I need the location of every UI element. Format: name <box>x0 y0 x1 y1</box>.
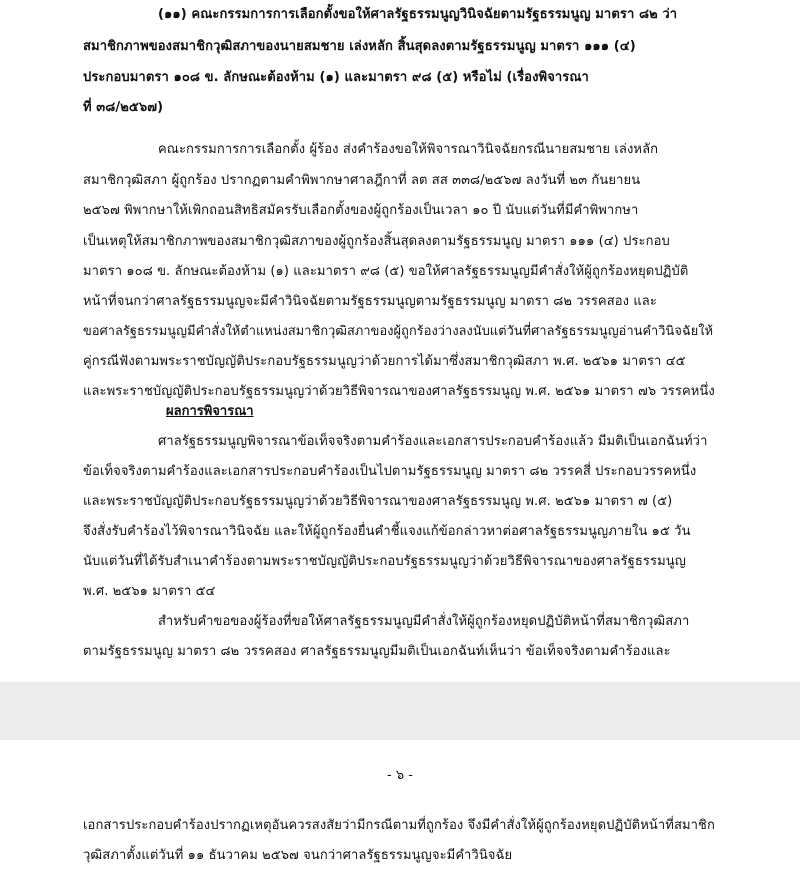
request-line-1: สำหรับคำขอของผู้ร้องที่ขอให้ศาลรัฐธรรมนูญมีคำสั่งให้ผู้ถูกร้องหยุดปฏิบัติหน้าที่สมาชิกวุฒิสภา <box>158 614 690 629</box>
petition-line-9: และพระราชบัญญัติประกอบรัฐธรรมนูญว่าด้วยวิธีพิจารณาของศาลรัฐธรรมนูญ พ.ศ. ๒๕๖๑ มาตรา ๗๖ วรรคหนึ่ง <box>83 384 715 399</box>
petition-line-6: หน้าที่จนกว่าศาลรัฐธรรมนูญจะมีคำวินิจฉัยตามรัฐธรรมนูญตามรัฐธรรมนูญ มาตรา ๘๒ วรรคสอง และ <box>83 294 657 309</box>
petition-line-7: ขอศาลรัฐธรรมนูญมีคำสั่งให้ตำแหน่งสมาชิกวุฒิสภาของผู้ถูกร้องว่างลงนับแต่วันที่ศาลรัฐธรรมนูญอ่านคำวินิจฉัยให้ <box>83 324 714 339</box>
petition-line-2: สมาชิกวุฒิสภา ผู้ถูกร้อง ปรากฏตามคำพิพากษาศาลฎีกาที่ ลต สส ๓๓๘/๒๕๖๗ ลงวันที่ ๒๓ กันยายน <box>83 173 641 188</box>
petition-line-8: คู่กรณีฟังตามพระราชบัญญัติประกอบรัฐธรรมนูญว่าด้วยการได้มาซึ่งสมาชิกวุฒิสภา พ.ศ. ๒๕๖๑ มาตรา ๔๕ <box>83 354 686 369</box>
consideration-line-1: ศาลรัฐธรรมนูญพิจารณาข้อเท็จจริงตามคำร้องและเอกสารประกอบคำร้องแล้ว มีมติเป็นเอกฉันท์ว่า <box>158 434 708 449</box>
consideration-line-5: นับแต่วันที่ได้รับสำเนาคำร้องตามพระราชบัญญัติประกอบรัฐธรรมนูญว่าด้วยวิธีพิจารณาของศาลรัฐธรรมนูญ <box>83 554 686 569</box>
consideration-line-3: และพระราชบัญญัติประกอบรัฐธรรมนูญว่าด้วยวิธีพิจารณาของศาลรัฐธรรมนูญ พ.ศ. ๒๕๖๑ มาตรา ๗ (๕) <box>83 494 673 509</box>
result-heading: ผลการพิจารณา <box>166 404 254 419</box>
document-page-6 <box>0 740 800 870</box>
consideration-line-6: พ.ศ. ๒๕๖๑ มาตรา ๕๔ <box>83 584 216 599</box>
consideration-line-2: ข้อเท็จจริงตามคำร้องและเอกสารประกอบคำร้องเป็นไปตามรัฐธรรมนูญ มาตรา ๘๒ วรรคสี่ ประกอบวรรคหนึ่ง <box>83 464 697 479</box>
petition-line-5: มาตรา ๑๐๘ ข. ลักษณะต้องห้าม (๑) และมาตรา ๙๘ (๕) ขอให้ศาลรัฐธรรมนูญมีคำสั่งให้ผู้ถูกร้องหยุดปฏิบัติ <box>83 264 689 279</box>
order-line-2: วุฒิสภาตั้งแต่วันที่ ๑๑ ธันวาคม ๒๕๖๗ จนกว่าศาลรัฐธรรมนูญจะมีคำวินิจฉัย <box>83 848 513 863</box>
case-title-line-3: ประกอบมาตรา ๑๐๘ ข. ลักษณะต้องห้าม (๑) และมาตรา ๙๘ (๕) หรือไม่ (เรื่องพิจารณา <box>83 70 589 85</box>
petition-line-3: ๒๕๖๗ พิพากษาให้เพิกถอนสิทธิสมัครรับเลือกตั้งของผู้ถูกร้องเป็นเวลา ๑๐ ปี นับแต่วันที่มีคำพิพากษา <box>83 203 639 218</box>
request-line-2: ตามรัฐธรรมนูญ มาตรา ๘๒ วรรคสอง ศาลรัฐธรรมนูญมีมติเป็นเอกฉันท์เห็นว่า ข้อเท็จจริงตามคำร้องและ <box>83 644 671 659</box>
case-title-line-4: ที่ ๓๘/๒๕๖๗) <box>83 100 164 115</box>
case-title-line-1: (๑๑) คณะกรรมการการเลือกตั้งขอให้ศาลรัฐธรรมนูญวินิจฉัยตามรัฐธรรมนูญ มาตรา ๘๒ ว่า <box>158 7 678 22</box>
page-number: - ๖ - <box>387 768 413 783</box>
order-line-1: เอกสารประกอบคำร้องปรากฏเหตุอันควรสงสัยว่ามีกรณีตามที่ถูกร้อง จึงมีคำสั่งให้ผู้ถูกร้องหยุดปฏิบัติหน้าที่สมาชิก <box>83 818 715 833</box>
consideration-line-4: จึงสั่งรับคำร้องไว้พิจารณาวินิจฉัย และให้ผู้ถูกร้องยื่นคำชี้แจงแก้ข้อกล่าวหาต่อศาลรัฐธรรมนูญภายใน ๑๕ วัน <box>83 524 691 539</box>
petition-line-1: คณะกรรมการการเลือกตั้ง ผู้ร้อง ส่งคำร้องขอให้พิจารณาวินิจฉัยกรณีนายสมชาย เล่งหลัก <box>158 142 659 157</box>
case-title-line-2: สมาชิกภาพของสมาชิกวุฒิสภาของนายสมชาย เล่งหลัก สิ้นสุดลงตามรัฐธรรมนูญ มาตรา ๑๑๑ (๔) <box>83 39 636 54</box>
page-gap <box>0 682 800 740</box>
petition-line-4: เป็นเหตุให้สมาชิกภาพของสมาชิกวุฒิสภาของผู้ถูกร้องสิ้นสุดลงตามรัฐธรรมนูญ มาตรา ๑๑๑ (๔) ประกอบ <box>83 234 670 249</box>
